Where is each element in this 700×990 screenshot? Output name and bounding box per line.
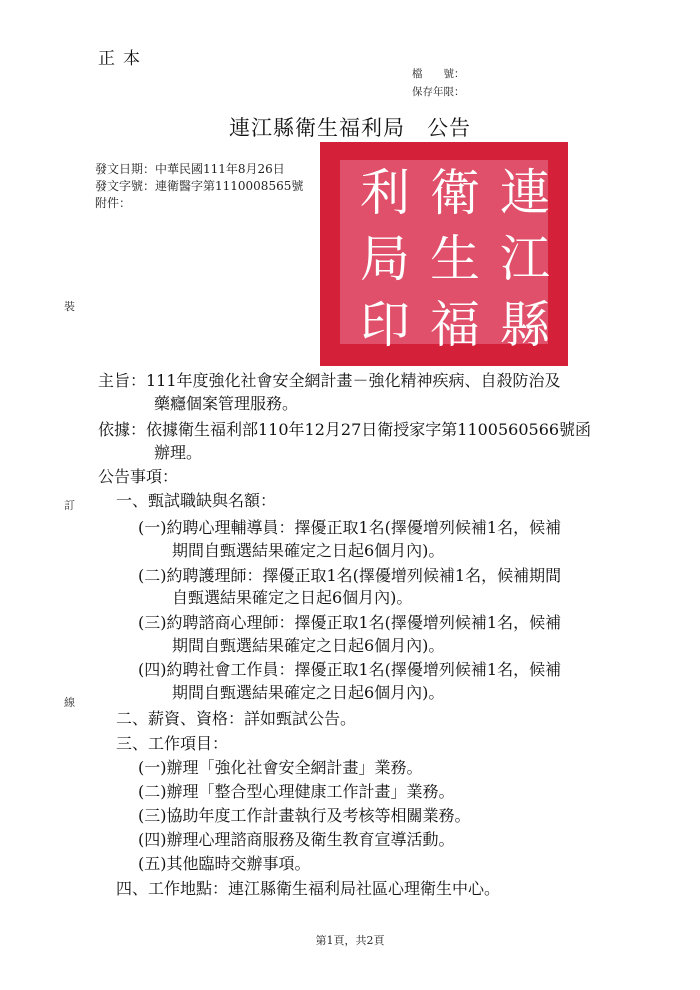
section-1-item-2-line-1: (二)約聘護理師：擇優正取1名(擇優增列候補1名，候補期間 bbox=[138, 566, 562, 585]
section-1-item-3-line-2: 期間自甄選結果確定之日起6個月內)。 bbox=[172, 636, 445, 655]
section-3-item-1: (一)辦理「強化社會安全網計畫」業務。 bbox=[138, 758, 423, 777]
seal-char: 印 bbox=[360, 296, 410, 354]
subject-line-1: 主旨：111年度強化社會安全網計畫－強化精神疾病、自殺防治及 bbox=[98, 371, 561, 390]
basis-line-2: 辦理。 bbox=[154, 443, 203, 462]
section-3-item-5: (五)其他臨時交辦事項。 bbox=[138, 854, 311, 873]
archive-number-label: 檔 號： bbox=[412, 68, 465, 80]
section-1-item-1-line-2: 期間自甄選結果確定之日起6個月內)。 bbox=[172, 541, 445, 560]
seal-characters bbox=[350, 160, 560, 358]
section-1-item-1-line-1: (一)約聘心理輔導員：擇優正取1名(擇優增列候補1名，候補 bbox=[138, 518, 562, 537]
seal-char: 江 bbox=[500, 230, 550, 288]
binding-mark-staple: 訂 bbox=[64, 499, 75, 512]
seal-char: 利 bbox=[360, 164, 410, 222]
binding-mark-bind: 裝 bbox=[64, 300, 75, 313]
seal-char: 衛 bbox=[430, 164, 480, 222]
issue-date: 發文日期：中華民國111年8月26日 bbox=[95, 162, 285, 176]
section-3-item-2: (二)辦理「整合型心理健康工作計畫」業務。 bbox=[138, 782, 455, 801]
retention-period-label: 保存年限： bbox=[412, 86, 465, 98]
section-1-item-4-line-2: 期間自甄選結果確定之日起6個月內)。 bbox=[172, 683, 445, 702]
section-2-heading: 二、薪資、資格：詳如甄試公告。 bbox=[116, 709, 357, 728]
section-1-item-3-line-1: (三)約聘諮商心理師：擇優正取1名(擇優增列候補1名，候補 bbox=[138, 613, 562, 632]
section-3-item-3: (三)協助年度工作計畫執行及考核等相關業務。 bbox=[138, 806, 471, 825]
attachment-label: 附件： bbox=[95, 196, 132, 210]
section-1-item-2-line-2: 自甄選結果確定之日起6個月內)。 bbox=[172, 588, 413, 607]
page-number: 第1頁，共2頁 bbox=[315, 934, 385, 947]
official-seal bbox=[320, 142, 568, 366]
document-title: 連江縣衛生福利局 公告 bbox=[229, 116, 471, 140]
section-1-item-4-line-1: (四)約聘社會工作員：擇優正取1名(擇優增列候補1名，候補 bbox=[138, 660, 562, 679]
issue-number: 發文字號：連衛醫字第1110008565號 bbox=[95, 179, 304, 193]
seal-char: 生 bbox=[430, 230, 480, 288]
section-4-heading: 四、工作地點：連江縣衛生福利局社區心理衛生中心。 bbox=[116, 879, 501, 898]
section-1-heading: 一、甄試職缺與名額： bbox=[116, 491, 277, 510]
binding-mark-line: 線 bbox=[64, 696, 75, 709]
seal-char: 福 bbox=[430, 296, 480, 354]
seal-char: 連 bbox=[500, 164, 550, 222]
subject-line-2: 藥癮個案管理服務。 bbox=[154, 394, 299, 413]
basis-line-1: 依據：依據衛生福利部110年12月27日衛授家字第1100560566號函 bbox=[98, 420, 592, 439]
seal-char: 局 bbox=[360, 230, 410, 288]
copy-mark: 正本 bbox=[98, 49, 148, 69]
section-3-heading: 三、工作項目： bbox=[116, 734, 229, 753]
section-3-item-4: (四)辦理心理諮商服務及衛生教育宣導活動。 bbox=[138, 830, 455, 849]
notice-heading: 公告事項： bbox=[98, 467, 179, 486]
seal-char: 縣 bbox=[500, 296, 550, 354]
